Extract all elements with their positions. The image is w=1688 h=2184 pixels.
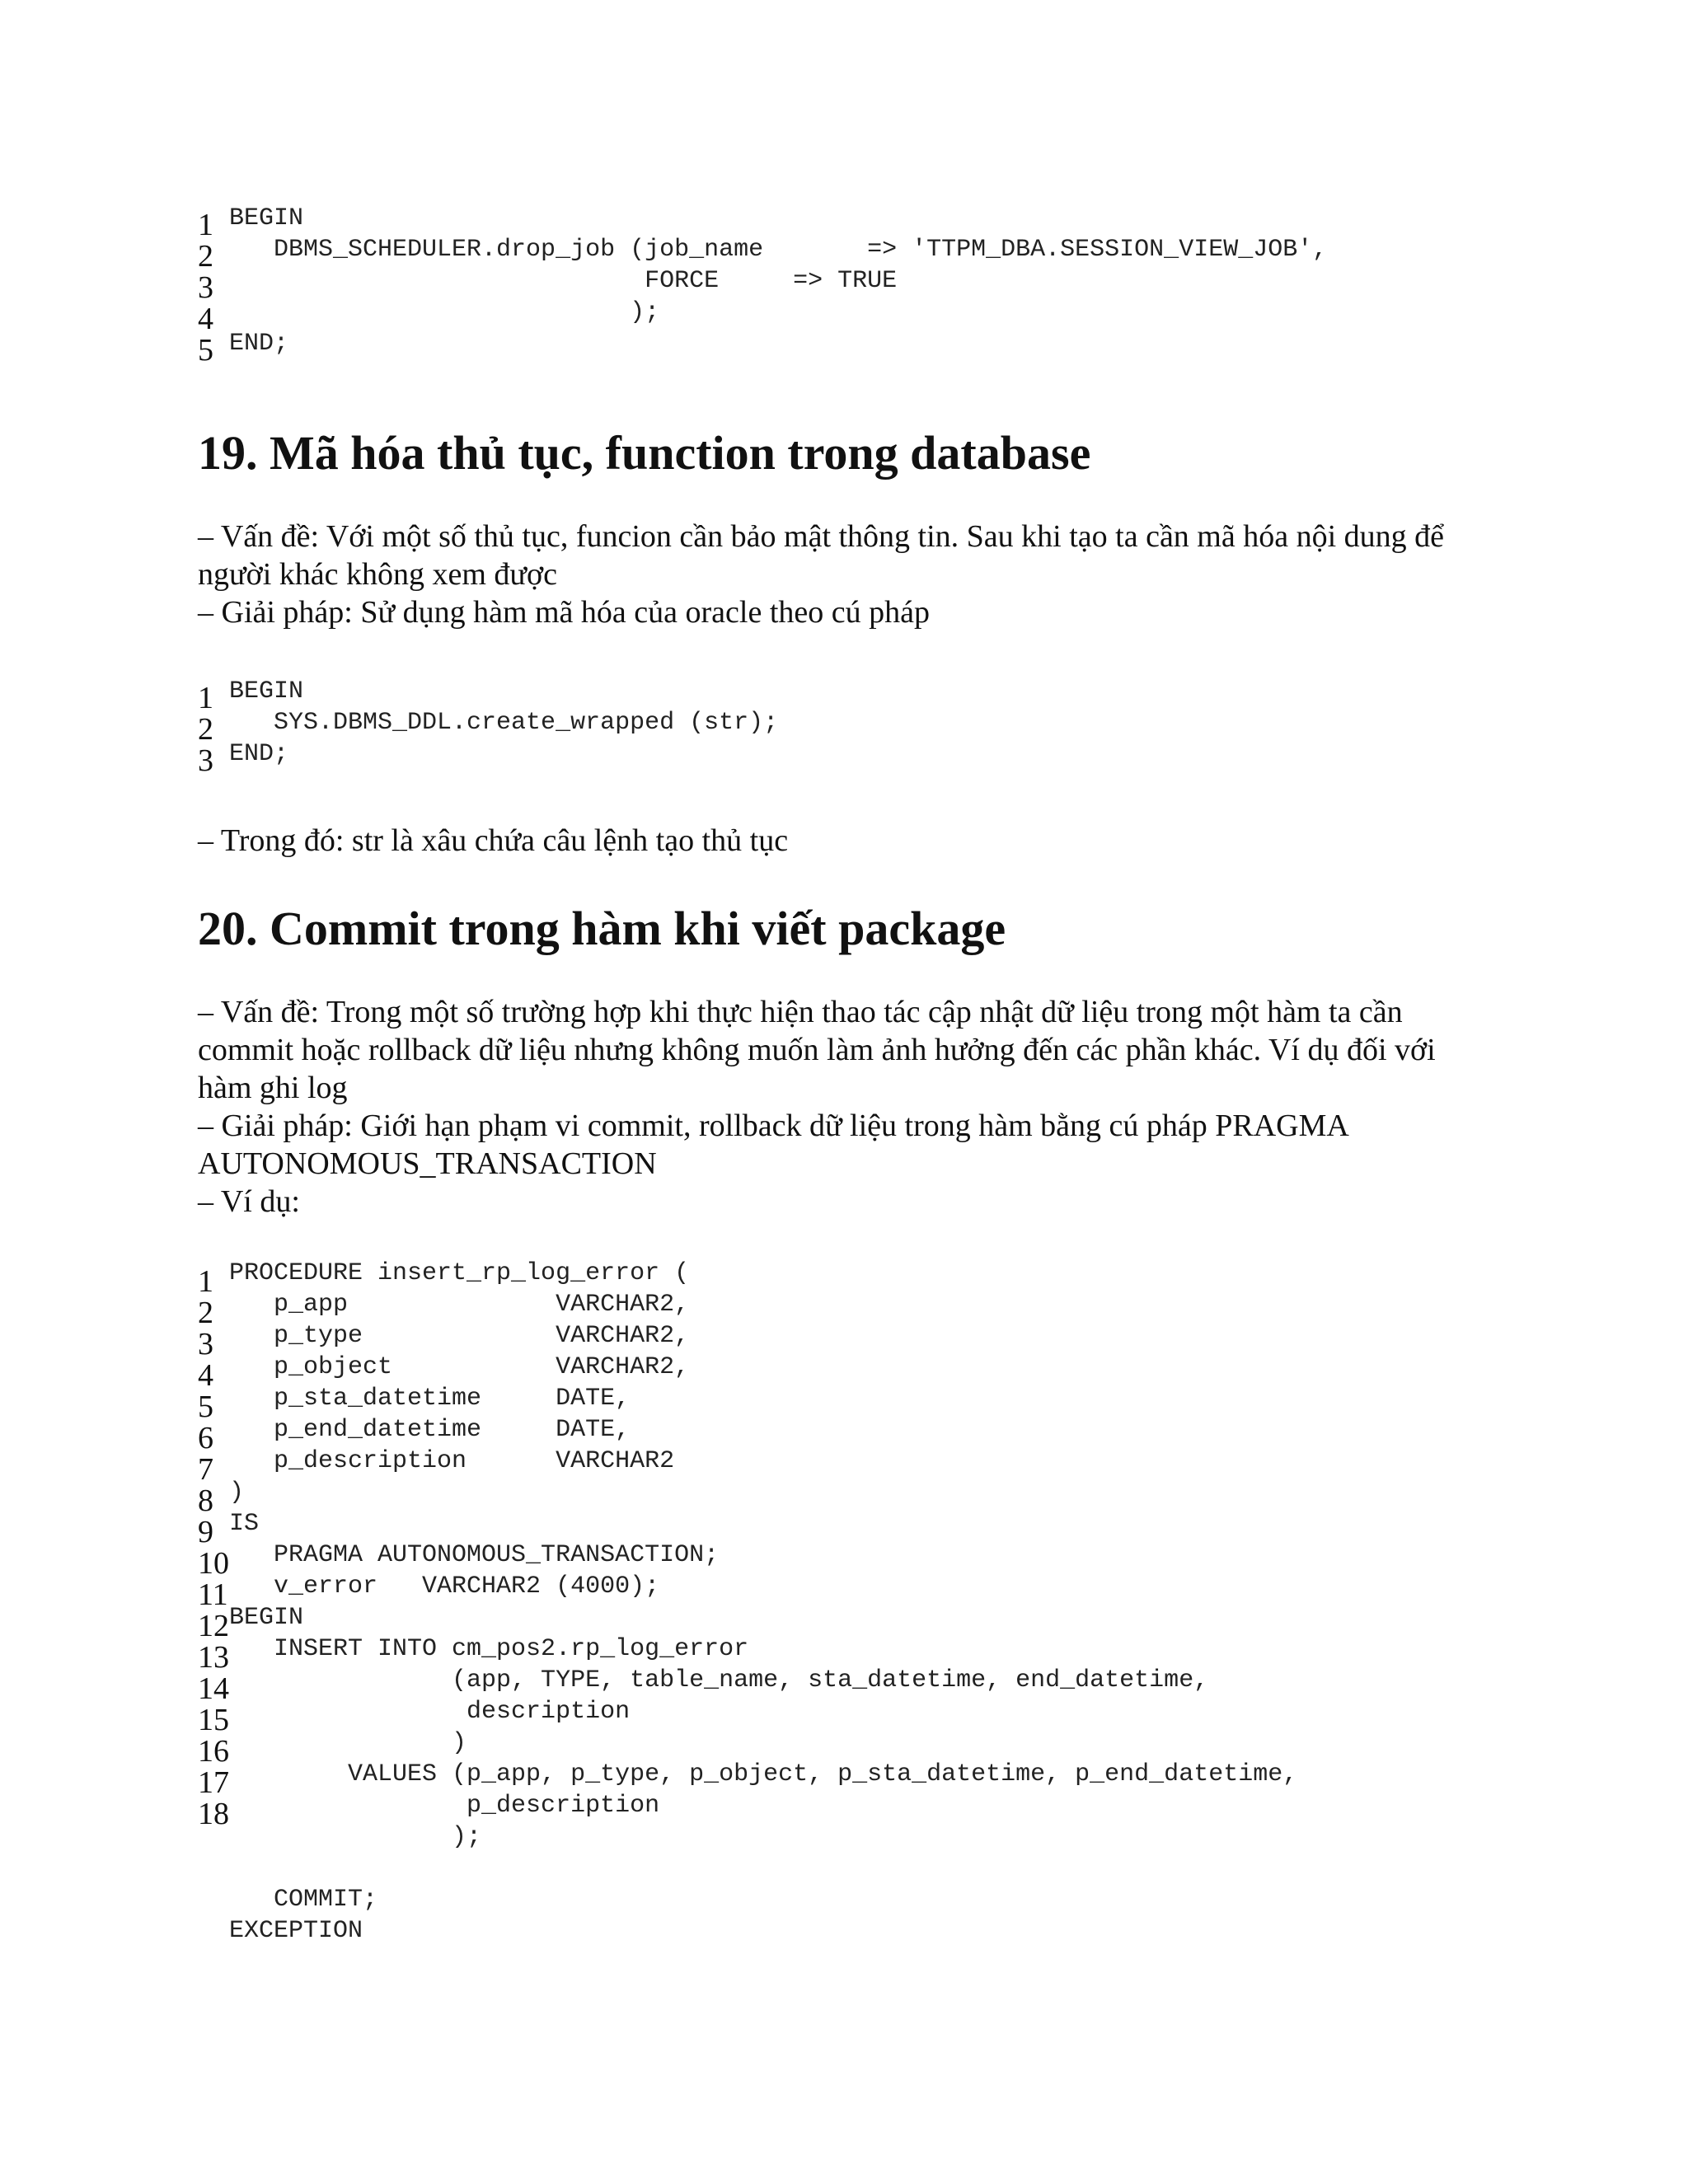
code-text: IS [229, 1510, 260, 1538]
section-19-note-block [198, 822, 1484, 860]
code-text: PRAGMA AUTONOMOUS_TRANSACTION; [229, 1541, 720, 1569]
code-text: ); [229, 1823, 482, 1851]
code-text: ) [229, 1479, 245, 1507]
code-text: p_description VARCHAR2 [229, 1447, 675, 1475]
code-text: DBMS_SCHEDULER.drop_job (job_name => 'TTPM_DBA.SESSION_VIEW_JOB', [229, 236, 1328, 264]
code-text: COMMIT; [229, 1886, 378, 1914]
line-number: 5 [198, 333, 213, 368]
line-number: 1 [198, 208, 213, 242]
line-number: 2 [198, 239, 213, 274]
code-text: BEGIN [229, 1604, 304, 1632]
line-number: 4 [198, 1358, 213, 1393]
code-text: END; [229, 740, 289, 768]
line-number: 4 [198, 302, 213, 336]
line-number: 2 [198, 1296, 213, 1330]
code-text: description [229, 1698, 631, 1726]
line-number: 1 [198, 681, 213, 715]
line-number: 9 [198, 1515, 213, 1549]
line-number: 14 [198, 1671, 229, 1706]
code-text: p_type VARCHAR2, [229, 1322, 690, 1350]
code-text: p_sta_datetime DATE, [229, 1385, 631, 1413]
code-text: ); [229, 298, 660, 326]
line-number: 7 [198, 1452, 213, 1487]
section-19-problem: – Vấn đề: Với một số thủ tục, funcion cần bảo mật thông tin. Sau khi tạo ta cần mã hóa nội dung để người khác không xem được [198, 519, 1445, 592]
code-text: EXCEPTION [229, 1917, 363, 1945]
line-number: 10 [198, 1546, 229, 1581]
line-number: 5 [198, 1390, 213, 1424]
code-text: (app, TYPE, table_name, sta_datetime, end_datetime, [229, 1666, 1209, 1694]
line-number: 3 [198, 270, 213, 305]
section-20-solution: – Giải pháp: Giới hạn phạm vi commit, rollback dữ liệu trong hàm bằng cú pháp PRAGMA [198, 1108, 1349, 1143]
line-number: 17 [198, 1765, 229, 1800]
section-20-heading: 20. Commit trong hàm khi viết package [198, 902, 1006, 955]
code-text: END; [229, 330, 289, 358]
code-text: FORCE => TRUE [229, 267, 898, 295]
section-20-text [198, 993, 1484, 1221]
code-text: PROCEDURE insert_rp_log_error ( [229, 1259, 690, 1287]
line-number: 3 [198, 1327, 213, 1361]
code-text: ) [229, 1729, 467, 1757]
line-number: 16 [198, 1734, 229, 1769]
line-number: 1 [198, 1264, 213, 1299]
line-number: 6 [198, 1421, 213, 1455]
code-text: VALUES (p_app, p_type, p_object, p_sta_datetime, p_end_datetime, [229, 1760, 1298, 1788]
line-number: 18 [198, 1797, 229, 1831]
code-text: v_error VARCHAR2 (4000); [229, 1572, 660, 1601]
code-text: p_end_datetime DATE, [229, 1416, 631, 1444]
section-20-example-label: – Ví dụ: [198, 1184, 300, 1219]
code-text: SYS.DBMS_DDL.create_wrapped (str); [229, 709, 779, 737]
line-number: 3 [198, 743, 213, 778]
line-number: 8 [198, 1483, 213, 1518]
section-20-solution-cont: AUTONOMOUS_TRANSACTION [198, 1146, 657, 1181]
line-number: 15 [198, 1703, 229, 1737]
section-19-text [198, 518, 1484, 631]
line-number: 2 [198, 712, 213, 747]
code-text: p_object VARCHAR2, [229, 1353, 690, 1381]
section-20-problem: – Vấn đề: Trong một số trường hợp khi thực hiện thao tác cập nhật dữ liệu trong một hàm ta cần commit hoặc rollback dữ liệu nhưng không muốn làm ảnh hưởng đến các phần khác. Ví dụ đối với hàm ghi log [198, 995, 1436, 1105]
section-19-note: – Trong đó: str là xâu chứa câu lệnh tạo thủ tục [198, 823, 789, 858]
section-19-solution: – Giải pháp: Sử dụng hàm mã hóa của oracle theo cú pháp [198, 595, 930, 630]
line-number: 11 [198, 1577, 228, 1612]
section-19-heading: 19. Mã hóa thủ tục, function trong database [198, 426, 1091, 480]
line-number: 12 [198, 1609, 229, 1643]
code-text: p_app VARCHAR2, [229, 1291, 690, 1319]
code-text: BEGIN [229, 677, 304, 705]
code-text: p_description [229, 1792, 660, 1820]
line-number: 13 [198, 1640, 229, 1675]
code-text: INSERT INTO cm_pos2.rp_log_error [229, 1635, 749, 1663]
code-text: BEGIN [229, 204, 304, 232]
